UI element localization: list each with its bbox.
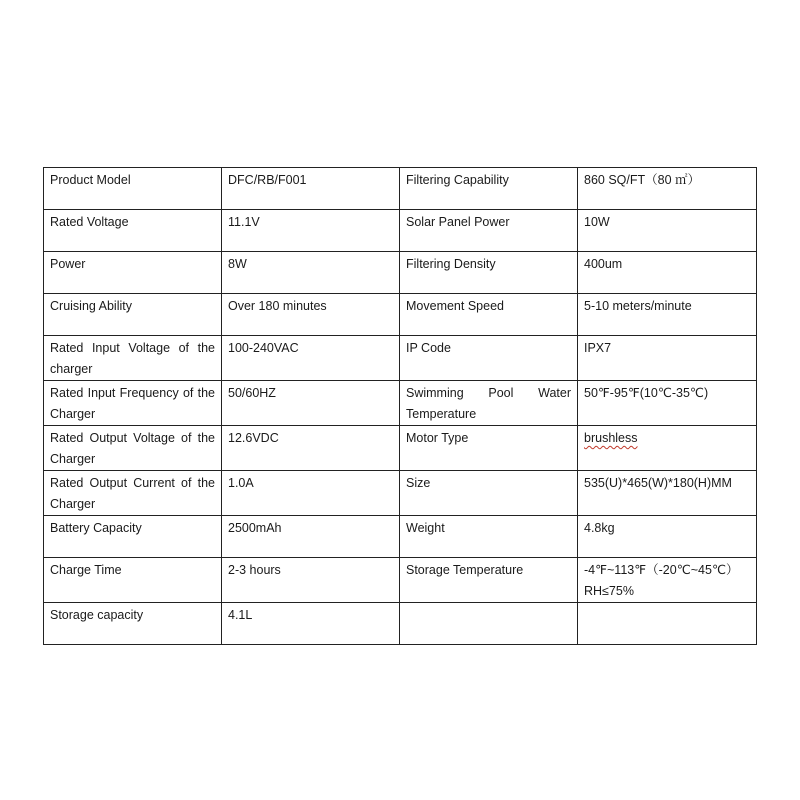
table-row [44, 336, 757, 381]
spec-value: 50/60HZ [222, 381, 400, 426]
spec-value: 11.1V [222, 210, 400, 252]
spec-label: Rated Input Voltage of the charger [44, 336, 222, 381]
spec-value [578, 603, 757, 645]
spec-label: Size [400, 471, 578, 516]
table-row [44, 516, 757, 558]
spec-label: Product Model [44, 168, 222, 210]
table-row [44, 210, 757, 252]
table-row [44, 558, 757, 603]
spec-value: 2500mAh [222, 516, 400, 558]
spec-table [43, 167, 757, 645]
spec-label: Movement Speed [400, 294, 578, 336]
spec-label [400, 603, 578, 645]
spec-value: DFC/RB/F001 [222, 168, 400, 210]
spec-value: -4℉~113℉（-20℃~45℃）RH≤75% [578, 558, 757, 603]
spec-label: Solar Panel Power [400, 210, 578, 252]
table-row [44, 471, 757, 516]
table-row [44, 168, 757, 210]
spec-value: 2-3 hours [222, 558, 400, 603]
spec-value: 4.1L [222, 603, 400, 645]
spec-value: 100-240VAC [222, 336, 400, 381]
spec-value: 50℉-95℉(10℃-35℃) [578, 381, 757, 426]
spec-value: 8W [222, 252, 400, 294]
spec-label: Filtering Density [400, 252, 578, 294]
table-row [44, 426, 757, 471]
spec-label: Rated Output Voltage of the Charger [44, 426, 222, 471]
spec-label: Charge Time [44, 558, 222, 603]
spec-label: Swimming Pool Water Temperature [400, 381, 578, 426]
spec-label: Cruising Ability [44, 294, 222, 336]
spec-label: IP Code [400, 336, 578, 381]
table-row [44, 381, 757, 426]
spec-label: Motor Type [400, 426, 578, 471]
spec-label: Power [44, 252, 222, 294]
spec-label: Battery Capacity [44, 516, 222, 558]
spec-label: Filtering Capability [400, 168, 578, 210]
spec-label: Storage capacity [44, 603, 222, 645]
motor-type-value: brushless [584, 431, 638, 445]
spec-label: Rated Input Frequency of the Charger [44, 381, 222, 426]
spec-label: Weight [400, 516, 578, 558]
spec-value: 12.6VDC [222, 426, 400, 471]
spec-value: 535(U)*465(W)*180(H)MM [578, 471, 757, 516]
spec-value: 4.8kg [578, 516, 757, 558]
spec-label: Rated Voltage [44, 210, 222, 252]
spec-value: 1.0A [222, 471, 400, 516]
spec-value: IPX7 [578, 336, 757, 381]
table-row [44, 294, 757, 336]
spec-label: Rated Output Current of the Charger [44, 471, 222, 516]
spec-value: 10W [578, 210, 757, 252]
spec-label: Storage Temperature [400, 558, 578, 603]
spec-value [578, 426, 757, 471]
spec-value: 400um [578, 252, 757, 294]
spec-value: Over 180 minutes [222, 294, 400, 336]
spec-value: 860 SQ/FT（80 ㎡） [578, 168, 757, 210]
table-row [44, 603, 757, 645]
spec-value: 5-10 meters/minute [578, 294, 757, 336]
table-row [44, 252, 757, 294]
